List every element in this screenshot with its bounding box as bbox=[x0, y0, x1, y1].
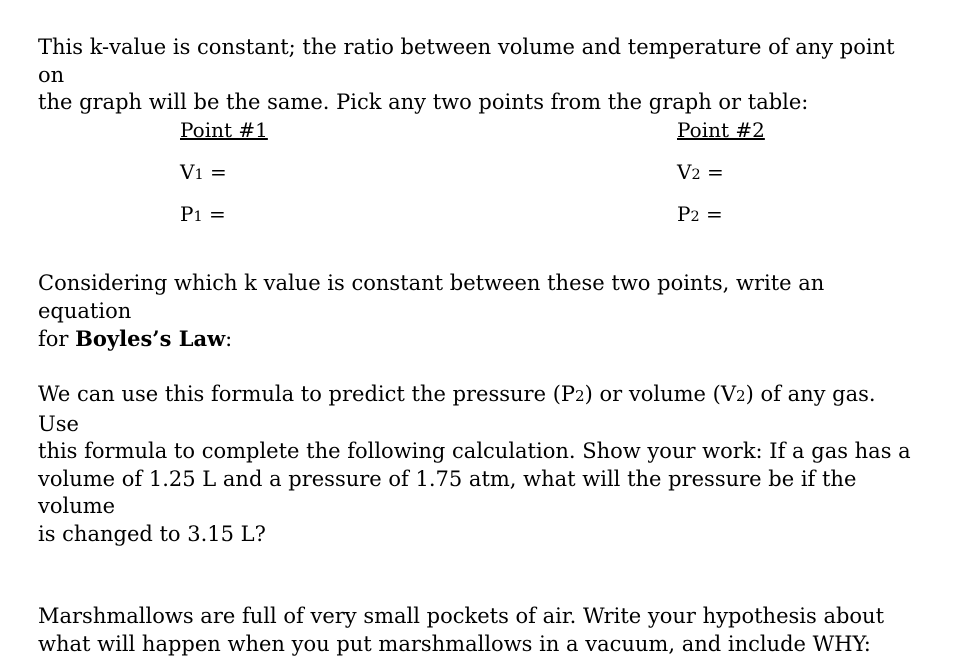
marshmallow-line-2: what will happen when you put marshmallows in a vacuum, and include WHY: bbox=[38, 631, 871, 656]
calculation-line-2: this formula to complete the following calculation. Show your work: If a gas has a bbox=[38, 439, 911, 463]
point-2-pressure: P2 = bbox=[677, 202, 723, 226]
calculation-line-3: volume of 1.25 L and a pressure of 1.75 atm, what will the pressure be if the volume bbox=[38, 466, 857, 518]
k-value-line-2: the graph will be the same. Pick any two points from the graph or table: bbox=[38, 90, 809, 114]
point-1-pressure: P1 = bbox=[180, 202, 226, 226]
calculation-line-4: is changed to 3.15 L? bbox=[38, 521, 266, 546]
boyles-law-line-1: Considering which k value is constant between these two points, write an equation bbox=[38, 271, 825, 323]
calculation-paragraph: We can use this formula to predict the pressure (P2) or volume (V2) of any gas. Use this formula to complete the following calculation. Show your work: If a gas has a volume of 1.25 L and a pressure of 1.75 atm, what will the pressure be if the volume is changed to 3.15 L? bbox=[38, 382, 911, 546]
k-value-line-1: This k-value is constant; the ratio between volume and temperature of any point on bbox=[38, 35, 895, 87]
point-2-heading: Point #2 bbox=[677, 118, 765, 142]
boyles-law-term: Boyles’s Law bbox=[75, 326, 226, 351]
point-1-heading: Point #1 bbox=[180, 118, 268, 142]
marshmallow-paragraph bbox=[38, 603, 918, 658]
marshmallow-line-1: Marshmallows are full of very small pockets of air. Write your hypothesis about bbox=[38, 604, 885, 628]
k-value-paragraph bbox=[38, 34, 918, 117]
boyles-law-paragraph: Considering which k value is constant between these two points, write an equation for Boyles’s Law: bbox=[38, 271, 825, 351]
point-1-volume: V1 = bbox=[180, 160, 227, 184]
point-2-volume: V2 = bbox=[677, 160, 724, 184]
